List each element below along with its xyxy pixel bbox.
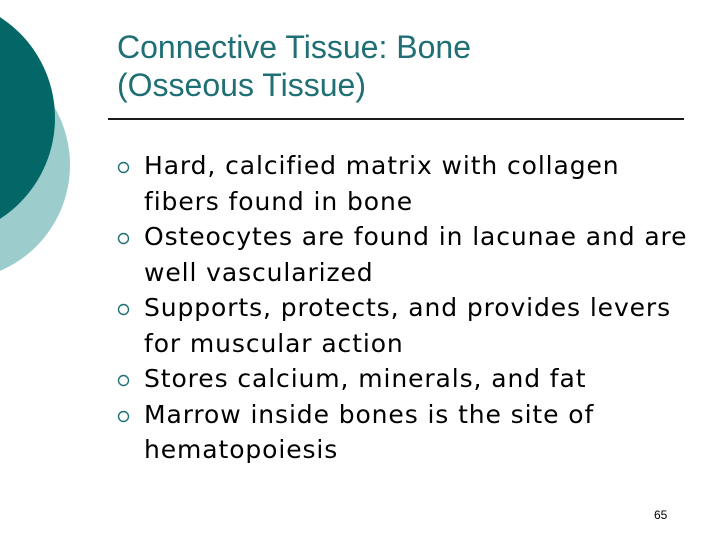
bullet-text: Supports, protects, and provides levers for muscular action [144, 293, 672, 358]
decorative-circles [0, 0, 80, 290]
bullet-text: Hard, calcified matrix with collagen fibers found in bone [144, 151, 620, 216]
bullet-item [117, 397, 697, 468]
page-number: 65 [654, 508, 668, 522]
hollow-circle-icon [117, 161, 130, 174]
bullet-text: Osteocytes are found in lacunae and are well vascularized [144, 222, 688, 287]
bullet-list [117, 148, 697, 468]
slide-title-line-1: Connective Tissue: Bone [117, 29, 471, 65]
slide-title-line-2: (Osseous Tissue) [117, 67, 366, 103]
title-divider [108, 118, 684, 120]
hollow-circle-icon [117, 410, 130, 423]
bullet-item [117, 290, 697, 361]
bullet-text: Stores calcium, minerals, and fat [144, 364, 587, 393]
bullet-item [117, 361, 697, 397]
bullet-text: Marrow inside bones is the site of hematopoiesis [144, 399, 595, 464]
hollow-circle-icon [117, 374, 130, 387]
hollow-circle-icon [117, 303, 130, 316]
slide-title [117, 28, 677, 104]
hollow-circle-icon [117, 232, 130, 245]
bullet-item [117, 148, 697, 219]
bullet-item [117, 219, 697, 290]
